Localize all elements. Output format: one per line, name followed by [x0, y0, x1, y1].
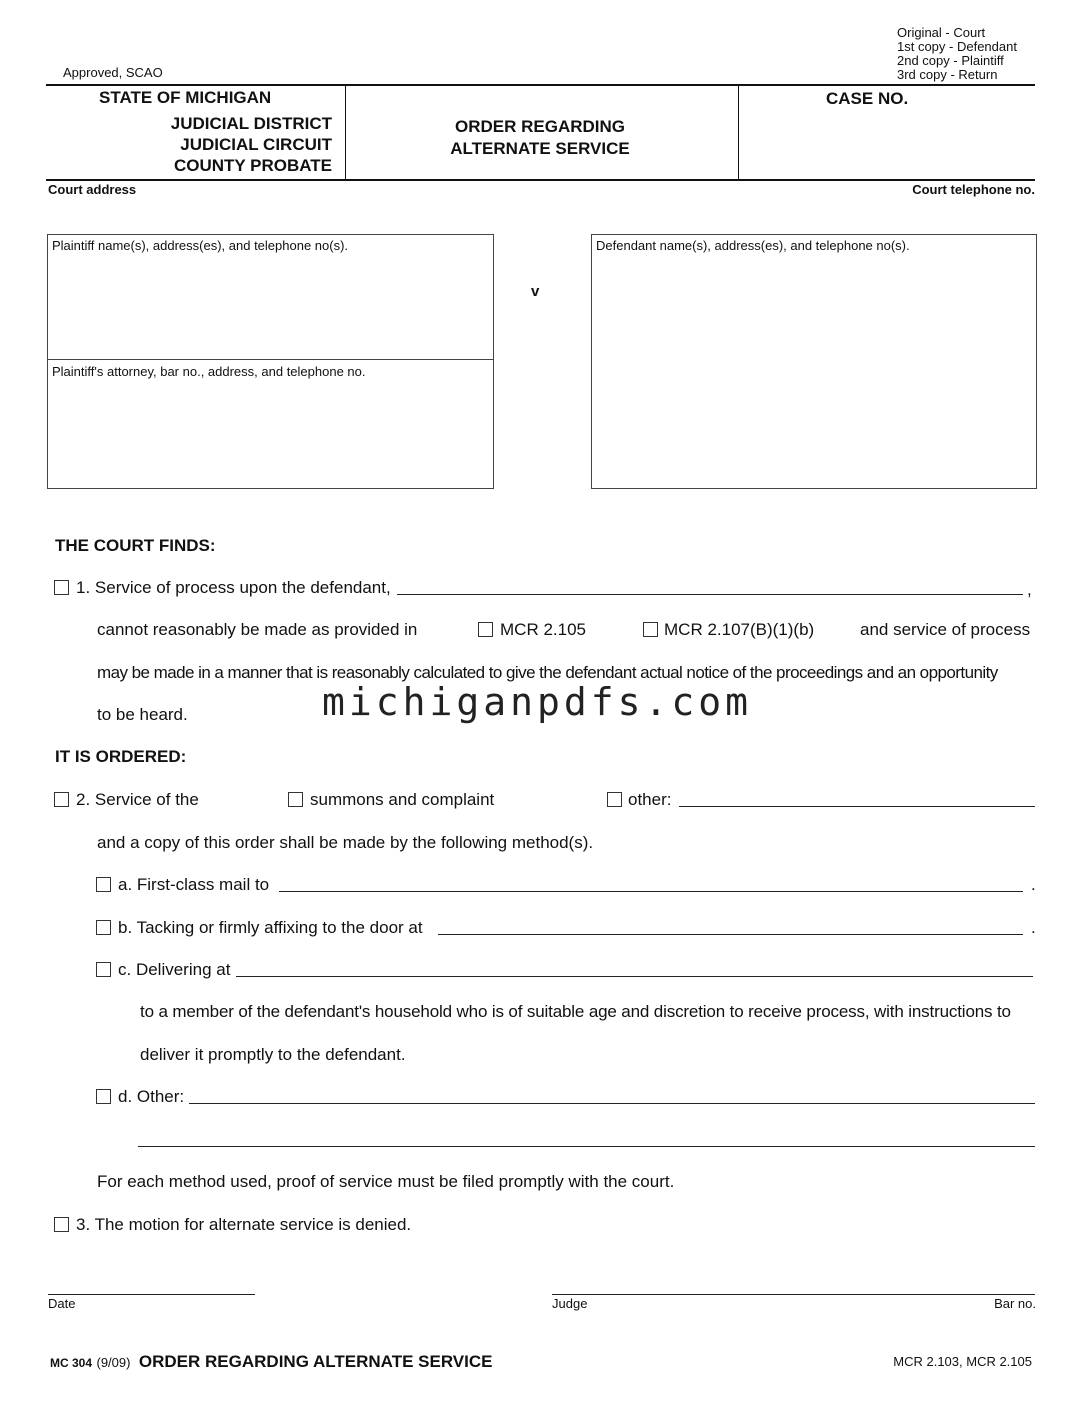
header-divider-right: [738, 86, 739, 180]
other-document-checkbox[interactable]: [607, 792, 622, 807]
mcr2105-checkbox[interactable]: [478, 622, 493, 637]
court-type-probate: COUNTY PROBATE: [173, 156, 332, 175]
form-title: [400, 116, 680, 160]
method-d-label: d. Other:: [118, 1087, 185, 1106]
copy-original: Original - Court: [897, 25, 986, 40]
proof-note: For each method used, proof of service must be filed promptly with the court.: [97, 1172, 675, 1191]
method-d-line-1[interactable]: [189, 1103, 1035, 1104]
mcr2105-label: MCR 2.105: [500, 620, 586, 639]
item1-line4: to be heard.: [97, 705, 188, 724]
method-b-period: .: [1031, 918, 1036, 937]
plaintiff-box[interactable]: [47, 234, 494, 489]
form-title-line-2: ALTERNATE SERVICE: [450, 139, 630, 158]
mcr2107-checkbox[interactable]: [643, 622, 658, 637]
court-type-circuit: JUDICIAL CIRCUIT: [180, 135, 332, 154]
footer-title: ORDER REGARDING ALTERNATE SERVICE: [138, 1352, 493, 1371]
other-document-label: other:: [628, 790, 672, 809]
item1-line3: may be made in a manner that is reasonably calculated to give the defendant actual notice of the proceedings and an opportunity: [97, 663, 998, 682]
method-c-line2: to a member of the defendant's household who is of suitable age and discretion to receive process, with instructions to: [140, 1002, 1011, 1021]
versus-label: v: [531, 283, 540, 300]
attorney-label: Plaintiff's attorney, bar no., address, and telephone no.: [52, 364, 366, 379]
item1-line2-end: and service of process: [860, 620, 1031, 639]
header-divider-left: [345, 86, 346, 180]
item1-line2: cannot reasonably be made as provided in: [97, 620, 418, 639]
item2-checkbox[interactable]: [54, 792, 69, 807]
summons-label: summons and complaint: [310, 790, 495, 809]
plaintiff-attorney-divider: [48, 359, 493, 360]
header-top-rule: [46, 84, 1035, 86]
approved-label: Approved, SCAO: [63, 65, 163, 80]
date-line[interactable]: [48, 1294, 255, 1295]
orders-heading: IT IS ORDERED:: [55, 747, 187, 766]
date-label: Date: [48, 1296, 76, 1311]
form-title-line-1: ORDER REGARDING: [454, 117, 625, 136]
method-a-line[interactable]: [279, 891, 1023, 892]
findings-heading: THE COURT FINDS:: [55, 536, 216, 555]
method-c-line[interactable]: [236, 976, 1033, 977]
summons-checkbox[interactable]: [288, 792, 303, 807]
form-date: (9/09): [96, 1355, 131, 1370]
defendant-name-line[interactable]: [397, 594, 1023, 595]
watermark: michiganpdfs.com: [322, 680, 753, 724]
method-c-checkbox[interactable]: [96, 962, 111, 977]
method-d-line-2[interactable]: [138, 1146, 1035, 1147]
method-c-line3: deliver it promptly to the defendant.: [140, 1045, 406, 1064]
item2-line2: and a copy of this order shall be made by the following method(s).: [97, 833, 594, 852]
item3-checkbox[interactable]: [54, 1217, 69, 1232]
mcr2107-label: MCR 2.107(B)(1)(b): [664, 620, 815, 639]
court-phone-label: Court telephone no.: [912, 182, 1035, 197]
item1-checkbox[interactable]: [54, 580, 69, 595]
form-number: MC 304: [50, 1356, 93, 1370]
method-b-checkbox[interactable]: [96, 920, 111, 935]
bar-no-label: Bar no.: [994, 1296, 1036, 1311]
method-b-label: b. Tacking or firmly affixing to the door at: [118, 918, 423, 937]
method-b-line[interactable]: [438, 934, 1023, 935]
copy-third: 3rd copy - Return: [897, 67, 998, 82]
copy-distribution: [897, 26, 1017, 82]
court-type-district: JUDICIAL DISTRICT: [170, 114, 332, 133]
item1-comma: ,: [1027, 580, 1032, 599]
court-type-list: [120, 113, 332, 176]
item1-label: 1. Service of process upon the defendant,: [76, 578, 391, 597]
method-c-label: c. Delivering at: [118, 960, 231, 979]
header-bottom-rule: [46, 179, 1035, 181]
defendant-label: Defendant name(s), address(es), and telephone no(s).: [596, 238, 910, 253]
item3-label: 3. The motion for alternate service is denied.: [76, 1215, 412, 1234]
state-label: STATE OF MICHIGAN: [99, 88, 272, 107]
court-address-label: Court address: [48, 182, 137, 197]
footer-rules: MCR 2.103, MCR 2.105: [893, 1354, 1032, 1369]
case-no-label: CASE NO.: [826, 89, 909, 108]
other-document-line[interactable]: [679, 806, 1035, 807]
copy-second: 2nd copy - Plaintiff: [897, 53, 1004, 68]
method-a-period: .: [1031, 875, 1036, 894]
judge-line[interactable]: [552, 1294, 1035, 1295]
item2-label: 2. Service of the: [76, 790, 199, 809]
defendant-box[interactable]: [591, 234, 1037, 489]
footer-form-id: [50, 1352, 492, 1372]
copy-first: 1st copy - Defendant: [897, 39, 1017, 54]
method-a-label: a. First-class mail to: [118, 875, 270, 894]
plaintiff-label: Plaintiff name(s), address(es), and telephone no(s).: [52, 238, 349, 253]
method-a-checkbox[interactable]: [96, 877, 111, 892]
judge-label: Judge: [552, 1296, 588, 1311]
method-d-checkbox[interactable]: [96, 1089, 111, 1104]
